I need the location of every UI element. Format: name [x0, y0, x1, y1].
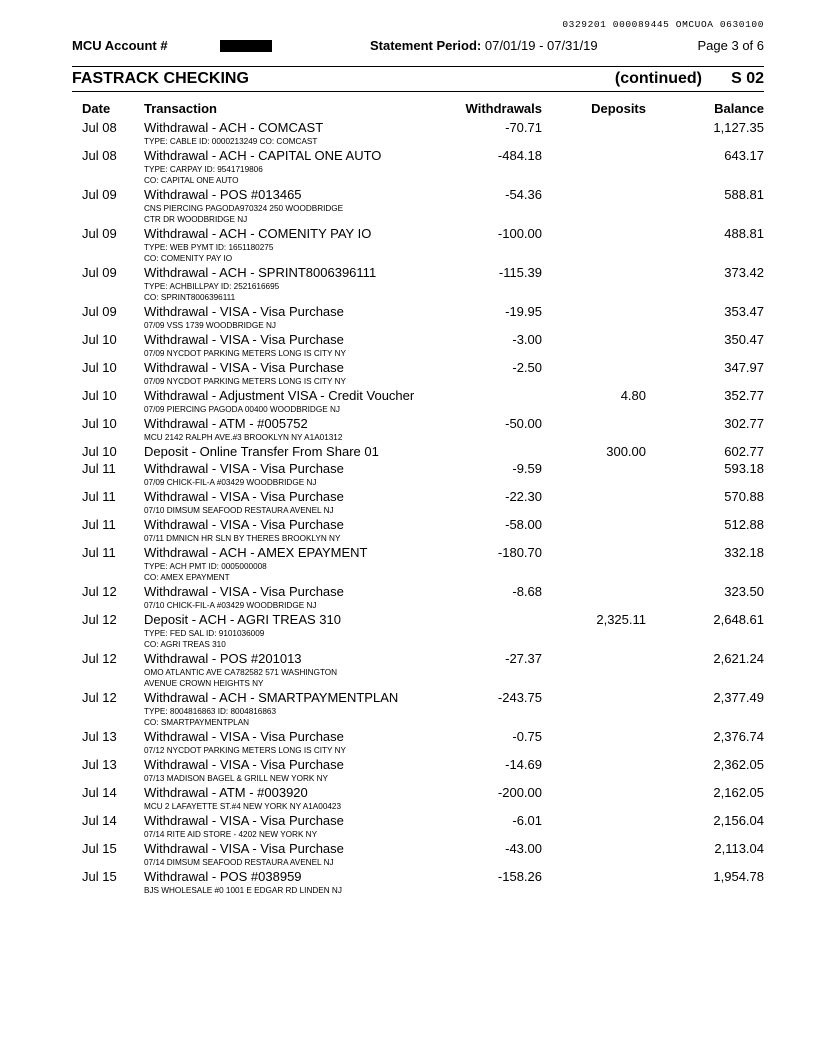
transaction-row	[72, 841, 764, 868]
transaction-detail-line: 07/09 CHICK-FIL-A #03429 WOODBRIDGE NJ	[144, 478, 317, 487]
transaction-date: Jul 09	[82, 187, 117, 202]
transaction-description: Withdrawal - VISA - Visa Purchase	[144, 813, 344, 828]
transaction-detail-line: CNS PIERCING PAGODA970324 250 WOODBRIDGE	[144, 204, 344, 213]
transaction-date: Jul 12	[82, 690, 117, 705]
transaction-date: Jul 13	[82, 729, 117, 744]
transaction-main-line	[72, 545, 764, 561]
transaction-date: Jul 10	[82, 360, 117, 375]
transaction-row	[72, 265, 764, 303]
transaction-description: Withdrawal - VISA - Visa Purchase	[144, 757, 344, 772]
transaction-detail-line: TYPE: CABLE ID: 0000213249 CO: COMCAST	[144, 137, 318, 146]
transaction-details	[72, 432, 764, 443]
transaction-balance: 332.18	[724, 545, 764, 560]
transaction-balance: 347.97	[724, 360, 764, 375]
transaction-detail-line: OMO ATLANTIC AVE CA782582 571 WASHINGTON	[144, 668, 338, 677]
transaction-details	[72, 136, 764, 147]
transaction-description: Withdrawal - ACH - SPRINT8006396111	[144, 265, 377, 280]
continued-label: (continued)	[614, 70, 702, 87]
transaction-description: Deposit - ACH - AGRI TREAS 310	[144, 612, 341, 627]
transaction-withdrawal: -8.68	[512, 584, 542, 599]
page-indicator: Page 3 of 6	[697, 38, 764, 53]
transaction-main-line	[72, 304, 764, 320]
transaction-detail-line: 07/10 DIMSUM SEAFOOD RESTAURA AVENEL NJ	[144, 506, 334, 515]
column-header-balance: Balance	[714, 101, 764, 116]
transaction-balance: 643.17	[724, 148, 764, 163]
transaction-description: Withdrawal - VISA - Visa Purchase	[144, 584, 344, 599]
column-header-date: Date	[82, 101, 111, 116]
transaction-balance: 350.47	[724, 332, 764, 347]
section-divider	[72, 91, 764, 92]
transaction-detail-line: CO: AMEX EPAYMENT	[144, 573, 230, 582]
transaction-detail-line: 07/09 NYCDOT PARKING METERS LONG IS CITY NY	[144, 377, 347, 386]
transaction-row	[72, 332, 764, 359]
transaction-main-line	[72, 785, 764, 801]
transaction-withdrawal: -70.71	[505, 120, 542, 135]
transaction-row	[72, 651, 764, 689]
transaction-withdrawal: -58.00	[505, 517, 542, 532]
transaction-balance: 2,377.49	[713, 690, 764, 705]
transaction-withdrawal: -22.30	[505, 489, 542, 504]
transaction-details	[72, 600, 764, 611]
statement-reference-code: 0329201 000089445 OMCUOA 0630100	[562, 19, 764, 30]
transaction-date: Jul 11	[82, 545, 116, 560]
transaction-row	[72, 757, 764, 784]
transaction-balance: 2,113.04	[714, 841, 764, 856]
transaction-main-line	[72, 332, 764, 348]
transaction-description: Withdrawal - ATM - #005752	[144, 416, 308, 431]
column-header-deposits: Deposits	[591, 101, 646, 116]
transaction-details	[72, 706, 764, 728]
transaction-date: Jul 15	[82, 841, 117, 856]
transaction-balance: 353.47	[724, 304, 764, 319]
transaction-main-line	[72, 120, 764, 136]
transaction-details	[72, 801, 764, 812]
transaction-balance: 1,954.78	[713, 869, 764, 884]
transaction-details	[72, 376, 764, 387]
transaction-main-line	[72, 757, 764, 773]
transaction-detail-line: 07/13 MADISON BAGEL & GRILL NEW YORK NY	[144, 774, 328, 783]
transaction-row	[72, 120, 764, 147]
transaction-details	[72, 561, 764, 583]
statement-header	[72, 38, 764, 56]
transaction-detail-line: BJS WHOLESALE #0 1001 E EDGAR RD LINDEN NJ	[144, 886, 342, 895]
transaction-details	[72, 164, 764, 186]
transaction-main-line	[72, 148, 764, 164]
transaction-row	[72, 416, 764, 443]
transaction-detail-line: 07/09 PIERCING PAGODA 00400 WOODBRIDGE NJ	[144, 405, 340, 414]
transaction-details	[72, 628, 764, 650]
transaction-deposit: 4.80	[620, 388, 646, 403]
transaction-withdrawal: -115.39	[498, 265, 542, 280]
transaction-balance: 2,162.05	[713, 785, 764, 800]
transaction-date: Jul 10	[82, 388, 117, 403]
transaction-detail-line: CO: CAPITAL ONE AUTO	[144, 176, 239, 185]
transaction-withdrawal: -19.95	[505, 304, 542, 319]
transaction-balance: 2,362.05	[713, 757, 764, 772]
transaction-description: Withdrawal - VISA - Visa Purchase	[144, 360, 344, 375]
column-header-withdrawals: Withdrawals	[465, 101, 542, 116]
transaction-row	[72, 360, 764, 387]
period-label: Statement Period:	[370, 38, 482, 53]
transaction-detail-line: 07/12 NYCDOT PARKING METERS LONG IS CITY NY	[144, 746, 347, 755]
transaction-date: Jul 09	[82, 304, 117, 319]
transaction-details	[72, 745, 764, 756]
transaction-balance: 323.50	[724, 584, 764, 599]
transaction-withdrawal: -0.75	[512, 729, 542, 744]
transaction-row	[72, 148, 764, 186]
transaction-balance: 602.77	[724, 444, 764, 459]
transaction-description: Withdrawal - VISA - Visa Purchase	[144, 517, 344, 532]
transaction-balance: 2,156.04	[713, 813, 764, 828]
transaction-row	[72, 729, 764, 756]
transaction-balance: 593.18	[724, 461, 764, 476]
transaction-list	[72, 119, 764, 896]
transaction-description: Withdrawal - VISA - Visa Purchase	[144, 489, 344, 504]
transaction-detail-line: TYPE: 8004816863 ID: 8004816863	[144, 707, 277, 716]
transaction-main-line	[72, 416, 764, 432]
transaction-description: Withdrawal - ACH - COMCAST	[144, 120, 324, 135]
transaction-details	[72, 667, 764, 689]
transaction-deposit: 2,325.11	[596, 612, 646, 627]
transaction-main-line	[72, 461, 764, 477]
statement-period	[370, 38, 598, 53]
section-title: FASTRACK CHECKING	[72, 70, 249, 87]
transaction-date: Jul 12	[82, 651, 117, 666]
transaction-details	[72, 857, 764, 868]
transaction-description: Withdrawal - ACH - SMARTPAYMENTPLAN	[144, 690, 399, 705]
transaction-description: Withdrawal - VISA - Visa Purchase	[144, 729, 344, 744]
transaction-detail-line: TYPE: ACH PMT ID: 0005000008	[144, 562, 267, 571]
transaction-date: Jul 12	[82, 612, 117, 627]
transaction-description: Withdrawal - ACH - COMENITY PAY IO	[144, 226, 372, 241]
transaction-balance: 2,376.74	[713, 729, 764, 744]
transaction-withdrawal: -6.01	[512, 813, 542, 828]
transaction-description: Withdrawal - ACH - CAPITAL ONE AUTO	[144, 148, 382, 163]
transaction-main-line	[72, 226, 764, 242]
transaction-withdrawal: -200.00	[497, 785, 542, 800]
transaction-details	[72, 505, 764, 516]
transaction-withdrawal: -2.50	[512, 360, 542, 375]
transaction-description: Withdrawal - POS #013465	[144, 187, 302, 202]
transaction-main-line	[72, 517, 764, 533]
transaction-main-line	[72, 651, 764, 667]
transaction-main-line	[72, 729, 764, 745]
transaction-balance: 352.77	[724, 388, 764, 403]
transaction-balance: 570.88	[724, 489, 764, 504]
transaction-date: Jul 10	[82, 332, 117, 347]
transaction-date: Jul 09	[82, 265, 117, 280]
transaction-date: Jul 14	[82, 785, 117, 800]
transaction-details	[72, 203, 764, 225]
transaction-row	[72, 388, 764, 415]
transaction-description: Withdrawal - VISA - Visa Purchase	[144, 461, 344, 476]
transaction-main-line	[72, 489, 764, 505]
transaction-row	[72, 461, 764, 488]
transaction-main-line	[72, 265, 764, 281]
transaction-balance: 512.88	[724, 517, 764, 532]
transaction-main-line	[72, 360, 764, 376]
transaction-main-line	[72, 690, 764, 706]
transaction-balance: 2,621.24	[713, 651, 764, 666]
transaction-withdrawal: -14.69	[505, 757, 542, 772]
transaction-date: Jul 10	[82, 416, 117, 431]
transaction-description: Withdrawal - Adjustment VISA - Credit Voucher	[144, 388, 415, 403]
transaction-description: Withdrawal - VISA - Visa Purchase	[144, 304, 344, 319]
transaction-row	[72, 226, 764, 264]
transaction-row	[72, 444, 764, 460]
transaction-date: Jul 10	[82, 444, 117, 459]
account-label: MCU Account #	[72, 38, 168, 53]
transaction-date: Jul 11	[82, 461, 116, 476]
transaction-row	[72, 813, 764, 840]
transaction-detail-line: CO: SPRINT8006396111	[144, 293, 236, 302]
transaction-row	[72, 584, 764, 611]
transaction-deposit: 300.00	[606, 444, 646, 459]
transaction-row	[72, 489, 764, 516]
transaction-main-line	[72, 612, 764, 628]
transaction-row	[72, 785, 764, 812]
transaction-detail-line: AVENUE CROWN HEIGHTS NY	[144, 679, 264, 688]
transaction-details	[72, 477, 764, 488]
header-divider	[72, 66, 764, 67]
transaction-detail-line: 07/11 DMNICN HR SLN BY THERES BROOKLYN NY	[144, 534, 341, 543]
transaction-description: Withdrawal - VISA - Visa Purchase	[144, 332, 344, 347]
transaction-withdrawal: -9.59	[512, 461, 542, 476]
transaction-details	[72, 348, 764, 359]
transaction-row	[72, 612, 764, 650]
transaction-withdrawal: -100.00	[497, 226, 542, 241]
transaction-detail-line: TYPE: FED SAL ID: 9101036009	[144, 629, 265, 638]
transaction-row	[72, 690, 764, 728]
transaction-details	[72, 533, 764, 544]
transaction-detail-line: TYPE: CARPAY ID: 9541719806	[144, 165, 263, 174]
transaction-date: Jul 08	[82, 120, 117, 135]
transaction-date: Jul 14	[82, 813, 117, 828]
transaction-withdrawal: -54.36	[505, 187, 542, 202]
transaction-main-line	[72, 444, 764, 460]
transaction-balance: 373.42	[724, 265, 764, 280]
transaction-description: Withdrawal - ACH - AMEX EPAYMENT	[144, 545, 368, 560]
transaction-details	[72, 242, 764, 264]
transaction-detail-line: 07/14 DIMSUM SEAFOOD RESTAURA AVENEL NJ	[144, 858, 334, 867]
transaction-details	[72, 829, 764, 840]
transaction-row	[72, 304, 764, 331]
transaction-description: Withdrawal - ATM - #003920	[144, 785, 308, 800]
transaction-row	[72, 187, 764, 225]
transaction-balance: 2,648.61	[713, 612, 764, 627]
transaction-main-line	[72, 187, 764, 203]
transaction-row	[72, 545, 764, 583]
transaction-detail-line: 07/14 RITE AID STORE - 4202 NEW YORK NY	[144, 830, 318, 839]
redacted-account-number	[220, 40, 272, 52]
transaction-description: Deposit - Online Transfer From Share 01	[144, 444, 379, 459]
transaction-description: Withdrawal - POS #201013	[144, 651, 302, 666]
section-code: S 02	[731, 70, 764, 87]
column-header-transaction: Transaction	[144, 101, 217, 116]
transaction-date: Jul 09	[82, 226, 117, 241]
section-header	[72, 70, 764, 90]
transaction-description: Withdrawal - POS #038959	[144, 869, 302, 884]
transaction-date: Jul 11	[82, 517, 116, 532]
transaction-main-line	[72, 813, 764, 829]
transaction-date: Jul 13	[82, 757, 117, 772]
transaction-detail-line: 07/10 CHICK-FIL-A #03429 WOODBRIDGE NJ	[144, 601, 317, 610]
transaction-date: Jul 08	[82, 148, 117, 163]
period-value: 07/01/19 - 07/31/19	[484, 38, 598, 53]
transaction-detail-line: 07/09 NYCDOT PARKING METERS LONG IS CITY NY	[144, 349, 347, 358]
transaction-main-line	[72, 841, 764, 857]
transaction-date: Jul 11	[82, 489, 116, 504]
transaction-row	[72, 869, 764, 896]
transaction-main-line	[72, 869, 764, 885]
transaction-detail-line: MCU 2142 RALPH AVE.#3 BROOKLYN NY A1A01312	[144, 433, 343, 442]
transaction-balance: 488.81	[724, 226, 764, 241]
transaction-withdrawal: -27.37	[505, 651, 542, 666]
transaction-date: Jul 12	[82, 584, 117, 599]
transaction-withdrawal: -158.26	[497, 869, 542, 884]
transaction-detail-line: CO: AGRI TREAS 310	[144, 640, 226, 649]
transaction-withdrawal: -484.18	[497, 148, 542, 163]
transaction-detail-line: MCU 2 LAFAYETTE ST.#4 NEW YORK NY A1A00423	[144, 802, 342, 811]
transaction-description: Withdrawal - VISA - Visa Purchase	[144, 841, 344, 856]
transaction-detail-line: CO: SMARTPAYMENTPLAN	[144, 718, 250, 727]
transaction-row	[72, 517, 764, 544]
transaction-detail-line: CO: COMENITY PAY IO	[144, 254, 233, 263]
transaction-details	[72, 773, 764, 784]
transaction-date: Jul 15	[82, 869, 117, 884]
transaction-details	[72, 281, 764, 303]
transaction-balance: 588.81	[724, 187, 764, 202]
transaction-withdrawal: -243.75	[497, 690, 542, 705]
transaction-details	[72, 885, 764, 896]
column-headers	[72, 101, 764, 117]
transaction-detail-line: 07/09 VSS 1739 WOODBRIDGE NJ	[144, 321, 276, 330]
transaction-detail-line: CTR DR WOODBRIDGE NJ	[144, 215, 248, 224]
transaction-main-line	[72, 388, 764, 404]
transaction-withdrawal: -43.00	[505, 841, 542, 856]
transaction-withdrawal: -180.70	[497, 545, 542, 560]
transaction-detail-line: TYPE: WEB PYMT ID: 1651180275	[144, 243, 274, 252]
transaction-main-line	[72, 584, 764, 600]
transaction-balance: 302.77	[724, 416, 764, 431]
transaction-balance: 1,127.35	[713, 120, 764, 135]
transaction-withdrawal: -3.00	[512, 332, 542, 347]
transaction-details	[72, 320, 764, 331]
transaction-withdrawal: -50.00	[505, 416, 542, 431]
transaction-details	[72, 404, 764, 415]
transaction-detail-line: TYPE: ACHBILLPAY ID: 2521616695	[144, 282, 280, 291]
